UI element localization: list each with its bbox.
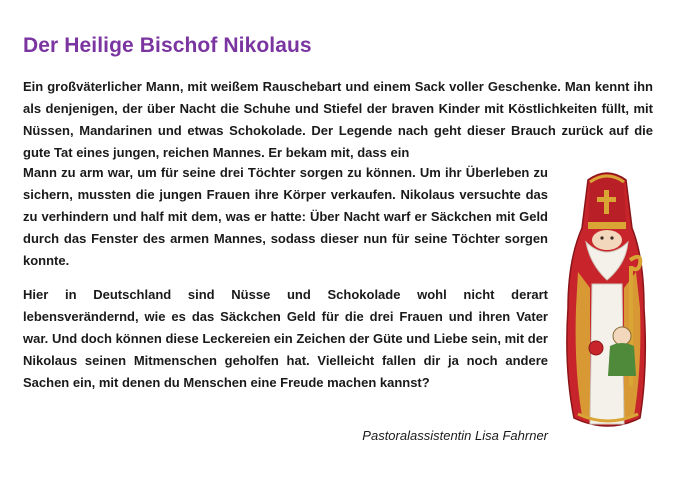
paragraph-legend: Mann zu arm war, um für seine drei Töchter sorgen zu können. Um ihr Überleben zu sichern, mussten die jungen Frauen ihre Körper verkaufen. Nikolaus versuchte das zu verhindern und half mit dem, was er hatte: Über Nacht warf er Säckchen mit Geld durch das Fenster des armen Mannes, sodass dieser nun für seine Töchter sorgen konnte. — [23, 165, 548, 268]
paragraph-intro: Ein großväterlicher Mann, mit weißem Rauschebart und einem Sack voller Geschenke. Man kennt ihn als denjenigen, der über Nacht die Schuhe und Stiefel der braven Kinder mit Köstlichkeiten füllt, mit Nüssen, Mandarinen und etwas Schokolade. Der Legende nach geht dieser Brauch zurück auf die gute Tat eines jungen, reichen Mannes. Er bekam mit, dass ein — [23, 79, 653, 160]
chocolate-nikolaus-figure-icon — [560, 168, 655, 436]
paragraph-reflection: Hier in Deutschland sind Nüsse und Schokolade wohl nicht derart lebensverändernd, wie es das Säckchen Geld für die drei Frauen und ihren Vater war. Und doch können diese Leckereien ein Zeichen der Güte und Liebe sein, mit der Nikolaus seinen Mitmenschen geholfen hat. Vielleicht fallen dir ja noch andere Sachen ein, mit denen du Menschen eine Freude machen kannst? — [23, 287, 548, 390]
signature: Pastoralassistentin Lisa Fahrner — [362, 428, 548, 443]
page-title: Der Heilige Bischof Nikolaus — [23, 34, 312, 57]
